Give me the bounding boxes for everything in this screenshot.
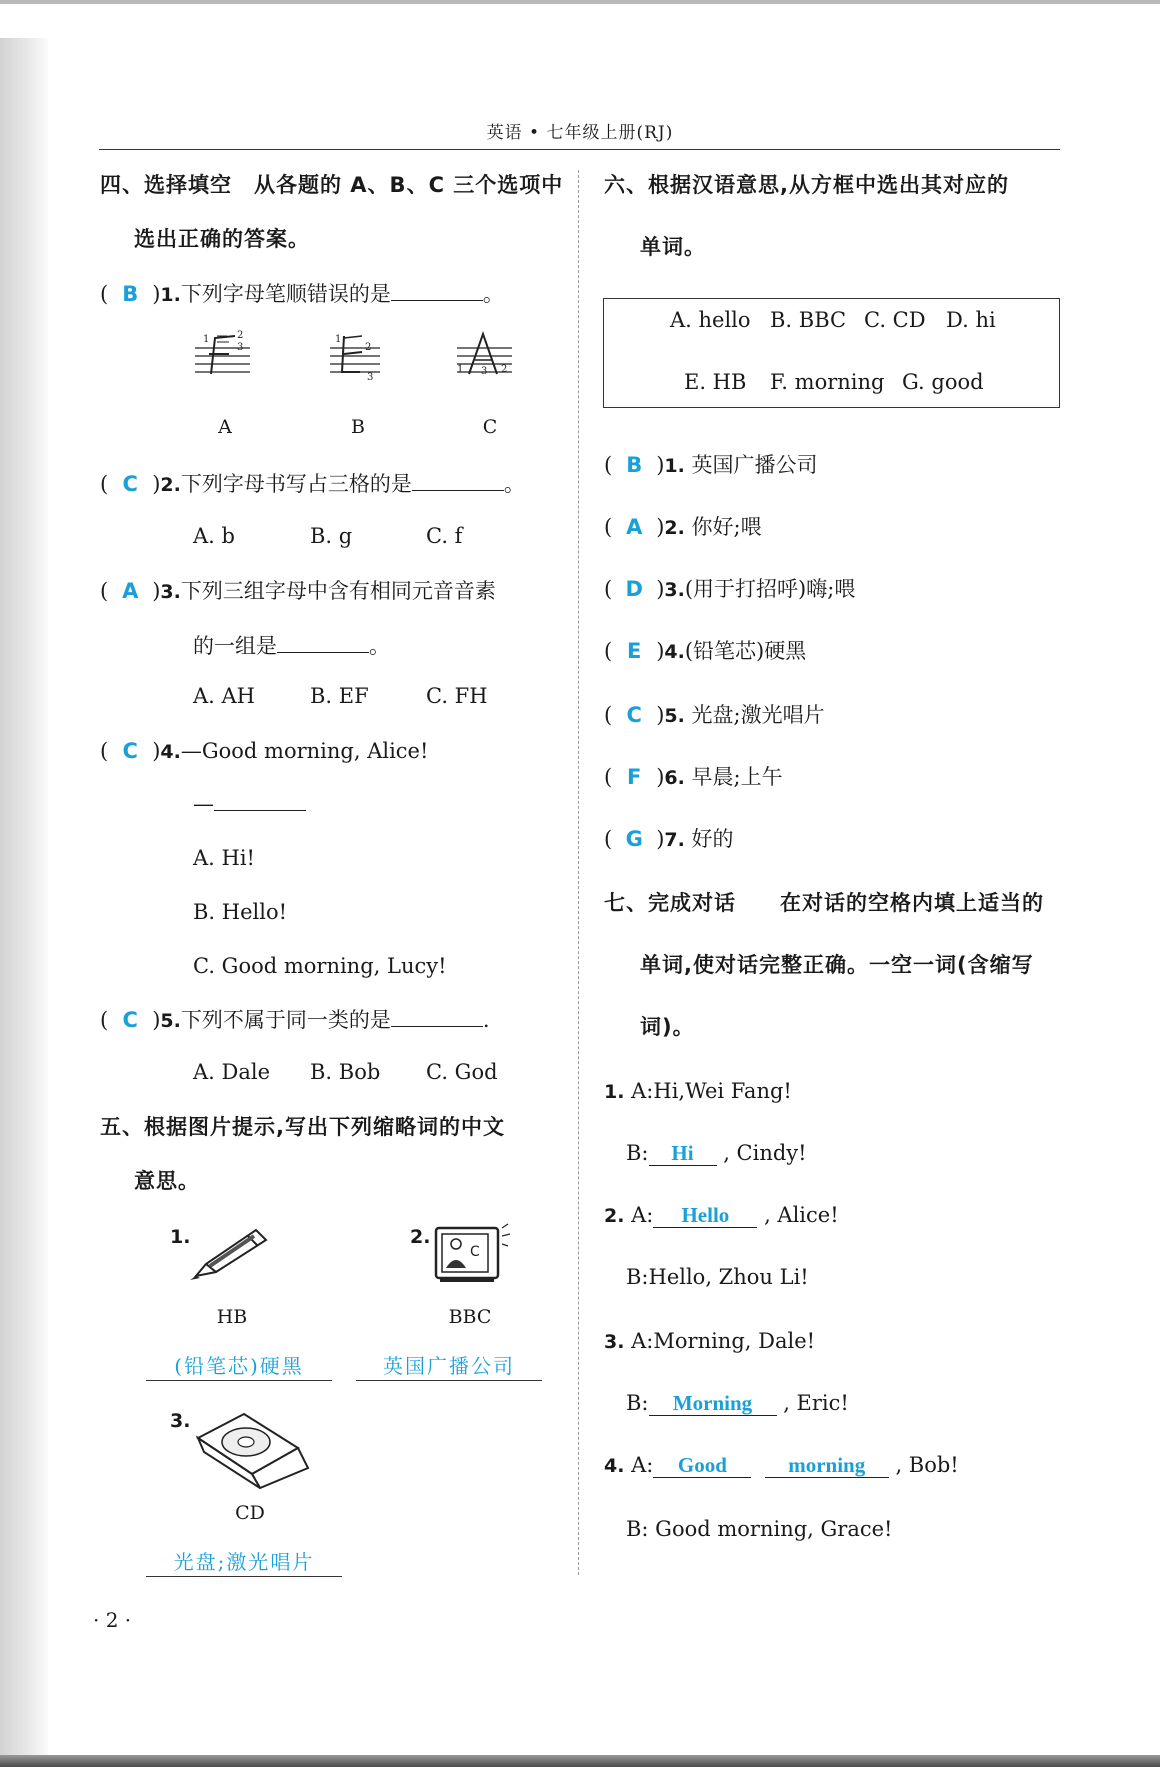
section4-title: 四、选择填空 从各题的 A、B、C 三个选项中 [100,173,564,197]
section4-title-line2: 选出正确的答案。 [134,227,310,251]
s6-item5: ( C )5. 光盘;激光唱片 [604,703,825,727]
box-word-d: D. hi [946,308,996,332]
q3-option-c: C. FH [426,684,488,708]
s6-item4: ( E )4.(铅笔芯)硬黑 [604,639,807,663]
svg-text:1: 1 [203,334,210,345]
s6-item6: ( F )6. 早晨;上午 [604,765,783,789]
svg-text:3: 3 [367,372,374,383]
top-border [0,0,1160,4]
q4-option-c: C. Good morning, Lucy! [193,954,447,978]
bottom-border [0,1755,1160,1767]
q1-answer: B [122,282,139,306]
svg-text:1: 1 [335,334,342,345]
q5-option-a: A. Dale [193,1060,271,1084]
q5-option-c: C. God [426,1060,498,1084]
q5-option-b: B. Bob [310,1060,381,1084]
q2-option-c: C. f [426,524,463,548]
d4-line-a: 4. A: Good morning , Bob! [604,1453,959,1477]
box-word-c: C. CD [864,308,926,332]
section5-title-line2: 意思。 [134,1169,200,1193]
d4-line-b: B: Good morning, Grace! [626,1517,893,1541]
d1-fill: Hi [649,1141,717,1166]
section6-title-line2: 单词。 [640,235,706,259]
cd-case-icon [194,1408,312,1490]
d2-line-b: B:Hello, Zhou Li! [626,1265,809,1289]
svg-text:C: C [470,1244,480,1260]
d1-line-b: B: Hi , Cindy! [626,1141,807,1165]
q3-option-b: B. EF [310,684,369,708]
s5-item1-answer: (铅笔芯)硬黑 [146,1352,332,1381]
section6-title: 六、根据汉语意思,从方框中选出其对应的 [604,173,1009,197]
q4-row: ( C )4.—Good morning, Alice! [100,739,429,763]
page-number: · 2 · [93,1608,132,1632]
box-word-g: G. good [902,370,984,394]
s6-item1-answer: B [626,453,643,477]
box-word-b: B. BBC [770,308,847,332]
q2-option-a: A. b [193,524,235,548]
d3-line-b: B: Morning , Eric! [626,1391,849,1415]
page-header: 英语 • 七年级上册(RJ) [486,123,674,143]
q5-answer: C [122,1008,138,1032]
q5-row: ( C )5.下列不属于同一类的是 . [100,1008,490,1032]
tv-icon [432,1220,512,1286]
q2-row: ( C )2.下列字母书写占三格的是 。 [100,472,525,496]
q1-label-c: C [482,416,498,438]
section7-title: 七、完成对话 在对话的空格内填上适当的 [604,891,1044,915]
header-rule [99,149,1060,150]
q4-option-b: B. Hello! [193,900,288,924]
d3-fill: Morning [649,1391,777,1416]
q3-option-a: A. AH [193,684,255,708]
letter-stroke-diagrams [195,330,515,382]
s6-item4-answer: E [627,639,642,663]
q1-row: ( B )1.下列字母笔顺错误的是 。 [100,282,504,306]
s6-item3-answer: D [625,577,643,601]
d2-line-a: 2. A: Hello , Alice! [604,1203,839,1227]
box-word-e: E. HB [684,370,747,394]
d2-fill: Hello [653,1203,757,1228]
d1-line-a: 1. A:Hi,Wei Fang! [604,1079,792,1103]
d3-line-a: 3. A:Morning, Dale! [604,1329,816,1353]
s6-item2: ( A )2. 你好;喂 [604,515,762,539]
s6-item7: ( G )7. 好的 [604,827,734,851]
s5-item3-label: CD [235,1502,265,1524]
svg-text:1: 1 [457,364,464,375]
s6-item2-answer: A [626,515,643,539]
q4-response-line: — [193,790,306,817]
q2-answer: C [122,472,138,496]
box-word-a: A. hello [670,308,751,332]
s5-item1-num: 1. [170,1226,191,1248]
q3-row: ( A )3.下列三组字母中含有相同元音音素 [100,579,496,603]
s6-item6-answer: F [627,765,642,789]
d4-fill-2: morning [765,1453,889,1478]
q1-label-a: A [218,416,232,438]
s5-item3-answer: 光盘;激光唱片 [146,1548,342,1577]
svg-text:2: 2 [501,364,508,375]
column-divider [578,170,579,1575]
q1-label-b: B [351,416,365,438]
s6-item3: ( D )3.(用于打招呼)嗨;喂 [604,577,856,601]
s6-item1: ( B )1. 英国广播公司 [604,453,818,477]
s6-item7-answer: G [625,827,643,851]
section7-title-line3: 词)。 [640,1015,695,1039]
d4-fill-1: Good [653,1453,751,1478]
s5-item2-num: 2. [410,1226,431,1248]
q2-option-b: B. g [310,524,353,548]
q4-option-a: A. Hi! [193,846,255,870]
pencil-icon [188,1226,272,1282]
svg-text:3: 3 [237,342,244,353]
section5-title: 五、根据图片提示,写出下列缩略词的中文 [100,1115,505,1139]
box-word-f: F. morning [770,370,885,394]
svg-text:2: 2 [237,330,244,341]
s5-item2-answer: 英国广播公司 [356,1352,542,1381]
s5-item1-label: HB [216,1306,248,1328]
section7-title-line2: 单词,使对话完整正确。一空一词(含缩写 [640,953,1034,977]
q3-answer: A [122,579,139,603]
q3-line2: 的一组是 。 [193,634,390,658]
q4-answer: C [122,739,138,763]
s5-item3-num: 3. [170,1410,191,1432]
svg-text:3: 3 [481,366,488,377]
svg-text:2: 2 [365,342,372,353]
s5-item2-label: BBC [448,1306,492,1328]
page-edge-shadow [0,38,48,1758]
s6-item5-answer: C [626,703,642,727]
